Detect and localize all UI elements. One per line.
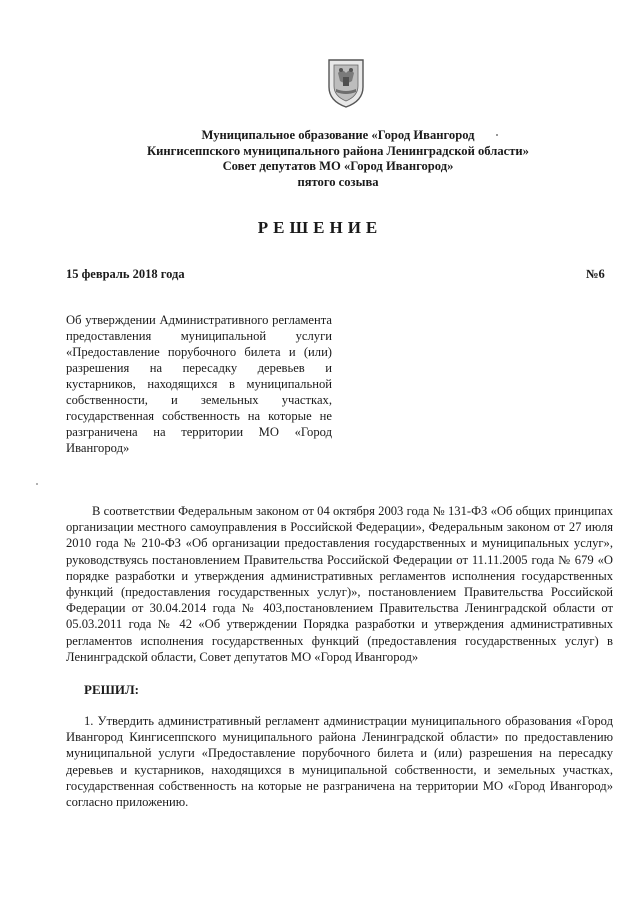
document-title: РЕШЕНИЕ [257, 218, 383, 237]
document-number: №6 [586, 267, 605, 281]
document-date: 15 февраль 2018 года [66, 267, 185, 281]
letterhead [100, 128, 576, 190]
resolved-heading: РЕШИЛ: [84, 682, 140, 697]
letterhead-line: Кингисеппского муниципального района Ленинградской области» [147, 143, 529, 158]
preamble-paragraph: В соответствии Федеральным законом от 04 октября 2003 года № 131-ФЗ «Об общих принципах организации местного самоуправления в Российской Федерации», Федеральным законом от 27 июля 2010 года № 210-ФЗ «Об организации предоставления государственных и муниципальных услуг», руководствуясь постановлением Правительства Российской Федерации от 11.11.2005 года № 679 «О порядке разработки и утверждения административных регламентов исполнения государственных функций (предоставления государственных услуг)», постановлением Правительства Российской Федерации от 30.04.2014 года № 403,постановлением Правительства Ленинградской области от 05.03.2011 года № 42 «Об утверждении Порядка разработки и утверждения административных регламентов исполнения государственных функций (предоставления государственных услуг) в Ленинградской области, Совет депутатов МО «Город Ивангород» [66, 504, 613, 664]
resolution-item: 1. Утвердить административный регламент администрации муниципального образования «Город Ивангород Кингисеппского муниципального района Ленинградской области» по предоставлению муниципальной услуги «Предоставление порубочного билета и (или) разрешения на пересадку деревьев и кустарников, находящихся в муниципальной собственности, и земельных участках, государственная собственность на которые не разграничена на территории МО «Город Ивангород» согласно приложению. [66, 714, 613, 810]
coat-of-arms-icon [326, 57, 366, 109]
letterhead-line: пятого созыва [297, 174, 379, 189]
letterhead-line: Муниципальное образование «Город Ивангород [201, 128, 475, 142]
letterhead-line: Совет депутатов МО «Город Ивангород» [222, 159, 454, 174]
document-subject: Об утверждении Административного регламента предоставления муниципальной услуги «Предоставление порубочного билета и (или) разрешения на пересадку деревьев и кустарников, находящихся в муниципальной собственности, и земельных участках, государственная собственность на которые не разграничена на территории МО «Город Ивангород» [66, 313, 332, 455]
scan-speck [36, 483, 38, 485]
